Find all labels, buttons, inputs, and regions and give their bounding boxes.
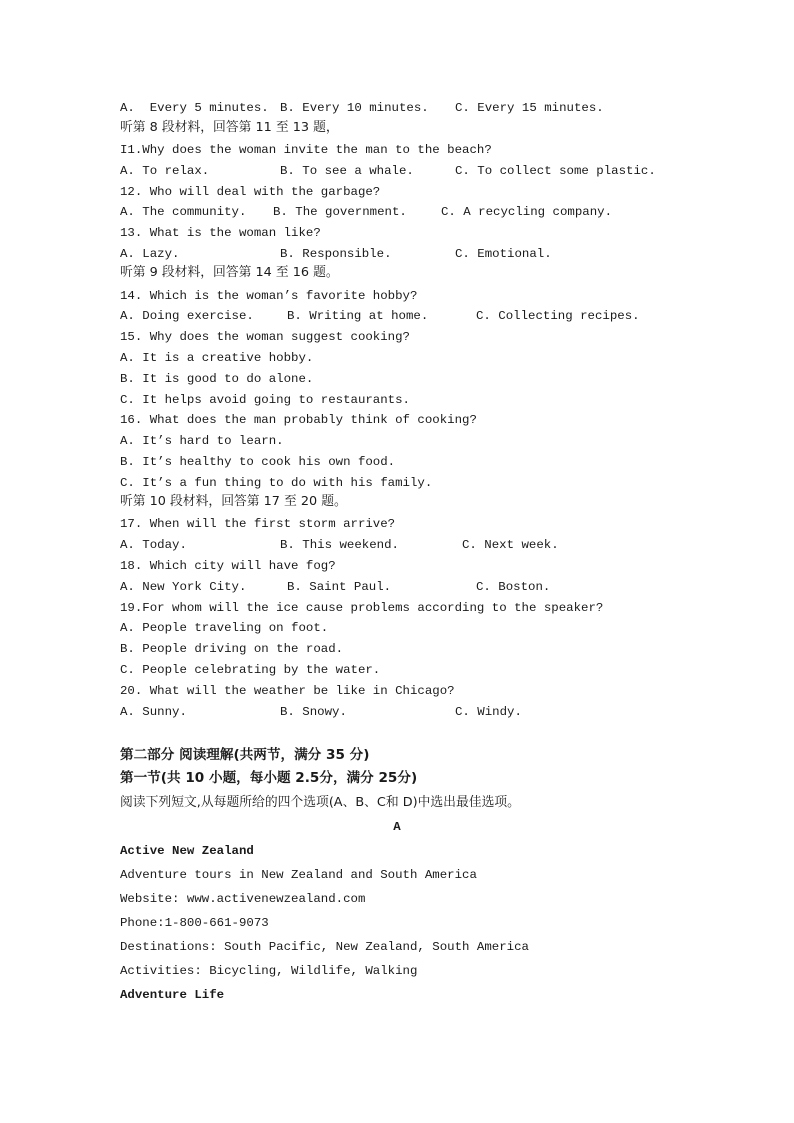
q15-option-b: B. It is good to do alone.	[120, 372, 314, 386]
passage-label: A	[393, 820, 401, 834]
q10-option-a: A. Every 5 minutes.	[120, 101, 269, 115]
q19-option-a: A. People traveling on foot.	[120, 621, 329, 635]
q20-options-row	[120, 702, 522, 722]
q12-option-b: B. The government.	[273, 205, 407, 219]
q14-option-c: C. Collecting recipes.	[476, 309, 640, 323]
q18-option-b: B. Saint Paul.	[287, 580, 392, 594]
q18-option-a: A. New York City.	[120, 580, 247, 594]
q13-question: 13. What is the woman like?	[120, 226, 321, 240]
q18-option-c: C. Boston.	[476, 580, 551, 594]
q13-option-c: C. Emotional.	[455, 247, 552, 261]
q14-question: 14. Which is the woman’s favorite hobby?	[120, 289, 418, 303]
passage-line-destinations: Destinations: South Pacific, New Zealand, South America	[120, 940, 529, 954]
q15-option-c: C. It helps avoid going to restaurants.	[120, 393, 410, 407]
q10-options-row	[120, 98, 604, 118]
q20-option-b: B. Snowy.	[280, 705, 347, 719]
q11-option-b: B. To see a whale.	[280, 164, 414, 178]
passage-title-adventure-life: Adventure Life	[120, 988, 225, 1002]
passage-line-phone: Phone:1-800-661-9073	[120, 916, 269, 930]
q20-option-a: A. Sunny.	[120, 705, 187, 719]
section9-instruction: 听第 9 段材料，回答第 14 至 16 题。	[120, 265, 339, 280]
q12-option-a: A. The community.	[120, 205, 247, 219]
q16-question: 16. What does the man probably think of cooking?	[120, 413, 477, 427]
q16-option-c: C. It’s a fun thing to do with his family.	[120, 476, 433, 490]
q19-question: 19.For whom will the ice cause problems according to the speaker?	[120, 601, 604, 615]
passage-title-active-new-zealand: Active New Zealand	[120, 844, 254, 858]
q13-option-a: A. Lazy.	[120, 247, 180, 261]
q13-options-row	[120, 244, 552, 264]
q10-option-b: B. Every 10 minutes.	[280, 101, 429, 115]
section10-instruction: 听第 10 段材料，回答第 17 至 20 题。	[120, 494, 347, 509]
q17-question: 17. When will the first storm arrive?	[120, 517, 396, 531]
q11-option-a: A. To relax.	[120, 164, 210, 178]
q18-options-row	[120, 577, 551, 597]
q14-options-row	[120, 306, 640, 326]
q12-question: 12. Who will deal with the garbage?	[120, 185, 381, 199]
q14-option-b: B. Writing at home.	[287, 309, 429, 323]
q11-options-row	[120, 161, 656, 181]
passage-line-tours: Adventure tours in New Zealand and South America	[120, 868, 477, 882]
reading-instructions: 阅读下列短文,从每题所给的四个选项(A、B、C和 D)中选出最佳选项。	[120, 795, 520, 810]
q16-option-a: A. It’s hard to learn.	[120, 434, 284, 448]
q17-option-a: A. Today.	[120, 538, 187, 552]
q11-question: I1.Why does the woman invite the man to the beach?	[120, 143, 492, 157]
q12-options-row	[120, 202, 613, 222]
reading-section-title: 第一节(共 10 小题，每小题 2.5分，满分 25分)	[120, 770, 418, 786]
q20-question: 20. What will the weather be like in Chicago?	[120, 684, 455, 698]
q19-option-c: C. People celebrating by the water.	[120, 663, 381, 677]
q17-option-c: C. Next week.	[462, 538, 559, 552]
reading-part-title: 第二部分 阅读理解(共两节，满分 35 分)	[120, 747, 370, 763]
q13-option-b: B. Responsible.	[280, 247, 392, 261]
q10-option-c: C. Every 15 minutes.	[455, 101, 604, 115]
q14-option-a: A. Doing exercise.	[120, 309, 254, 323]
q11-option-c: C. To collect some plastic.	[455, 164, 656, 178]
passage-line-website: Website: www.activenewzealand.com	[120, 892, 366, 906]
q17-option-b: B. This weekend.	[280, 538, 399, 552]
passage-line-activities: Activities: Bicycling, Wildlife, Walking	[120, 964, 418, 978]
q15-option-a: A. It is a creative hobby.	[120, 351, 314, 365]
q16-option-b: B. It’s healthy to cook his own food.	[120, 455, 396, 469]
q12-option-c: C. A recycling company.	[441, 205, 613, 219]
q17-options-row	[120, 535, 559, 555]
q19-option-b: B. People driving on the road.	[120, 642, 344, 656]
section8-instruction: 听第 8 段材料，回答第 11 至 13 题，	[120, 120, 339, 135]
q18-question: 18. Which city will have fog?	[120, 559, 336, 573]
q20-option-c: C. Windy.	[455, 705, 522, 719]
q15-question: 15. Why does the woman suggest cooking?	[120, 330, 410, 344]
